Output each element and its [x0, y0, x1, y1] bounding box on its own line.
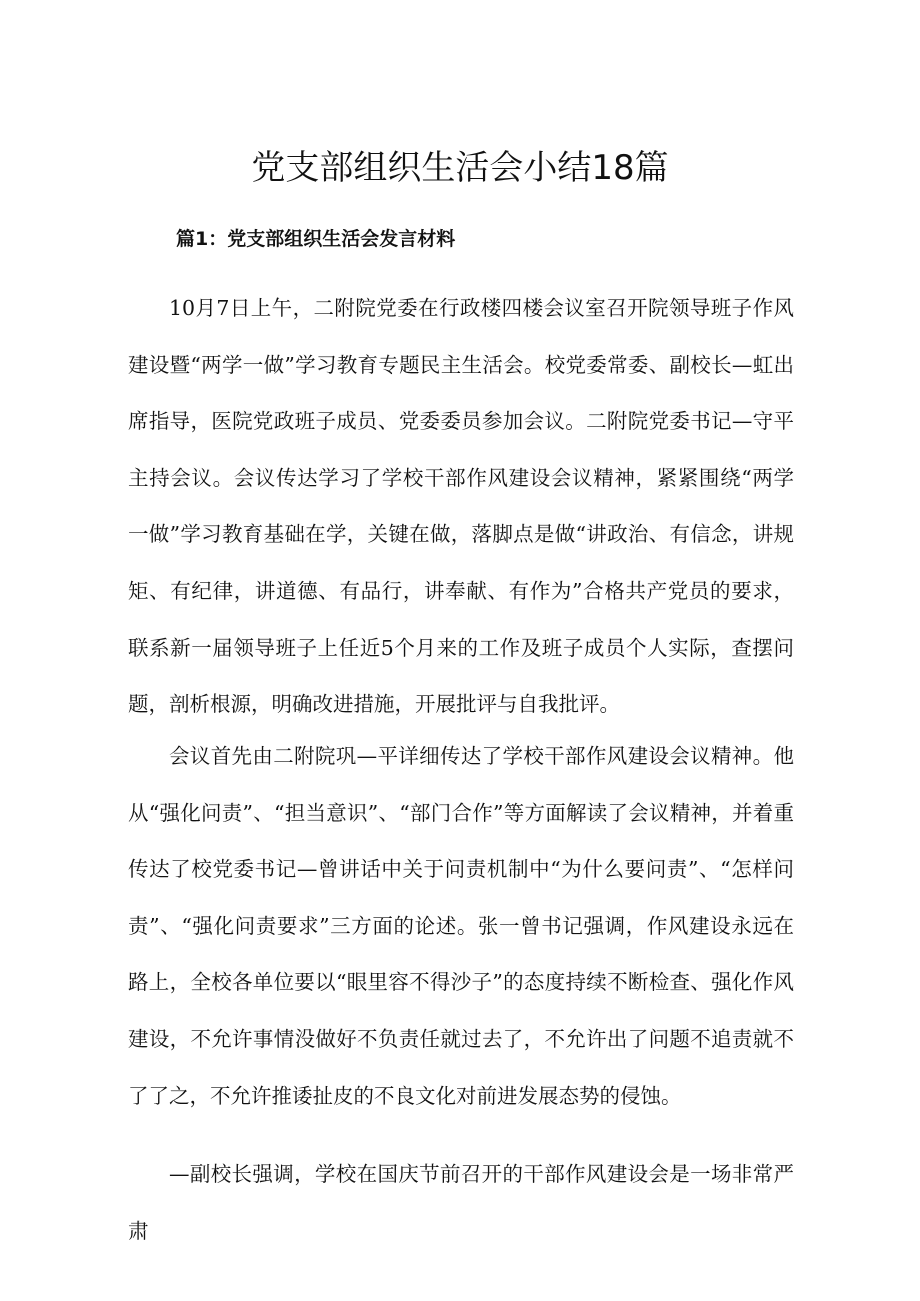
paragraph-2: 会议首先由二附院巩—平详细传达了学校干部作风建设会议精神。他从“强化问责”、“担当意识”、“部门合作”等方面解读了会议精神，并着重传达了校党委书记—曾讲话中关于问责机制中“为什么要问责”、“怎样问责”、“强化问责要求”三方面的论述。张一曾书记强调，作风建设永远在路上，全校各单位要以“眼里容不得沙子”的态度持续不断检查、强化作风建设，不允许事情没做好不负责任就过去了，不允许出了问题不追责就不了了之，不允许推诿扯皮的不良文化对前进发展态势的侵蚀。 — [128, 744, 794, 1108]
paragraph-1: 10月7日上午，二附院党委在行政楼四楼会议室召开院领导班子作风建设暨“两学一做”学习教育专题民主生活会。校党委常委、副校长—虹出席指导，医院党政班子成员、党委委员参加会议。二附院党委书记—守平主持会议。会议传达学习了学校干部作风建设会议精神，紧紧围绕“两学一做”学习教育基础在学，关键在做，落脚点是做“讲政治、有信念，讲规矩、有纪律，讲道德、有品行，讲奉献、有作为”合格共产党员的要求，联系新一届领导班子上任近5个月来的工作及班子成员个人实际，查摆问题，剖析根源，明确改进措施，开展批评与自我批评。 — [128, 296, 794, 717]
paragraph-3: —副校长强调，学校在国庆节前召开的干部作风建设会是一场非常严肃 — [128, 1162, 794, 1243]
section-heading: 篇1：党支部组织生活会发言材料 — [176, 228, 456, 250]
document-title: 党支部组织生活会小结18篇 — [251, 148, 669, 188]
